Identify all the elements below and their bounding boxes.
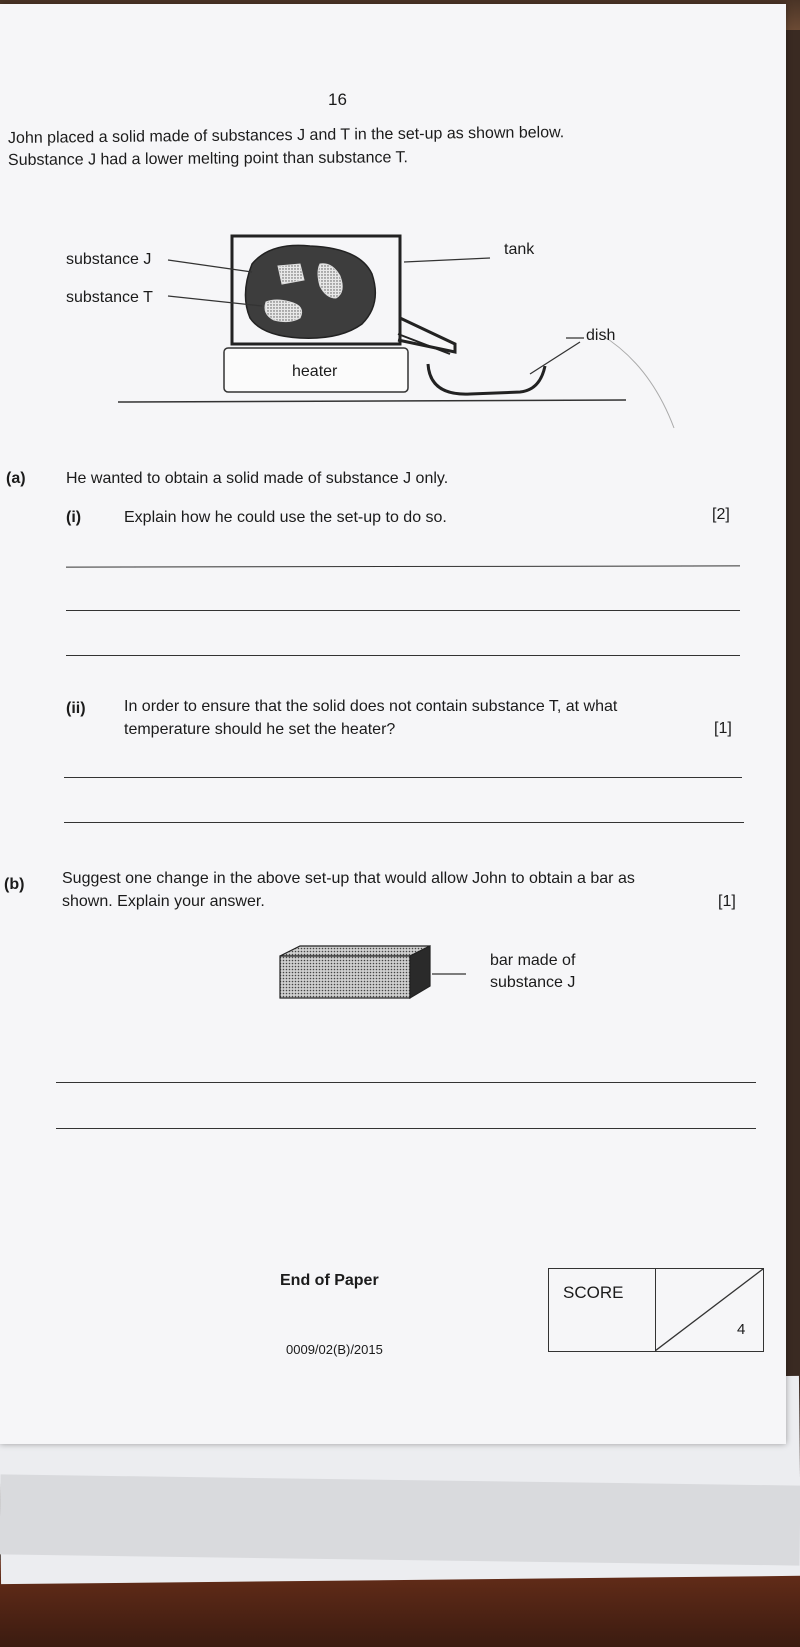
answer-line-b-1[interactable] [56, 1082, 756, 1083]
bar-diagram [270, 944, 470, 1014]
part-a-ii-question-line-2: temperature should he set the heater? [124, 721, 396, 738]
part-a-label: (a) [6, 470, 26, 487]
bench-line [118, 400, 626, 402]
page-number: 16 [328, 90, 347, 109]
part-b-question-line-1: Suggest one change in the above set-up that would allow John to obtain a bar as [62, 870, 635, 887]
tank-outlet-pipe [398, 318, 455, 352]
end-of-paper: End of Paper [280, 1272, 379, 1289]
part-a-i-marks: [2] [712, 506, 730, 523]
bar-front-face [280, 956, 410, 998]
substance-j-spot-1 [278, 264, 304, 284]
score-total: 4 [737, 1321, 746, 1338]
exam-page [0, 4, 786, 1444]
bar-top-face [280, 946, 430, 956]
score-label: SCORE [563, 1283, 624, 1302]
score-diagonal [655, 1269, 763, 1351]
part-b-question-line-2: shown. Explain your answer. [62, 893, 265, 910]
bar-label-line-2: substance J [490, 974, 576, 991]
answer-line-a-ii-2[interactable] [64, 822, 744, 823]
part-a-i-question: Explain how he could use the set-up to do so. [124, 509, 447, 526]
answer-line-a-i-3[interactable] [66, 655, 740, 656]
part-b-label: (b) [4, 876, 25, 893]
label-substance-t: substance T [66, 289, 153, 306]
part-a-i-label: (i) [66, 509, 82, 526]
substance-t-solid [245, 245, 375, 338]
paper-code: 0009/02(B)/2015 [286, 1342, 383, 1357]
intro-line-2: Substance J had a lower melting point than substance T. [7, 149, 408, 169]
label-heater: heater [292, 363, 338, 380]
bar-label-line-1: bar made of [490, 952, 576, 969]
answer-line-a-ii-1[interactable] [64, 777, 742, 778]
label-substance-j: substance J [66, 251, 152, 268]
label-dish: dish [586, 327, 616, 344]
dish [428, 364, 545, 394]
answer-line-a-i-2[interactable] [66, 610, 740, 611]
part-a-ii-marks: [1] [714, 720, 732, 737]
label-tank: tank [504, 241, 535, 258]
part-a-ii-question-line-1: In order to ensure that the solid does not contain substance T, at what [124, 698, 618, 715]
answer-line-a-i-1[interactable] [66, 565, 740, 567]
answer-line-b-2[interactable] [56, 1128, 756, 1129]
paper-stack-underneath-2 [0, 1474, 800, 1565]
intro-line-1: John placed a solid made of substances J and T in the set-up as shown below. [7, 124, 565, 147]
setup-diagram [0, 214, 786, 454]
part-b-marks: [1] [718, 893, 736, 910]
part-a-ii-label: (ii) [66, 700, 86, 717]
paper-fold-line [600, 334, 674, 428]
score-box [548, 1268, 764, 1352]
part-a-question: He wanted to obtain a solid made of substance J only. [66, 470, 449, 487]
